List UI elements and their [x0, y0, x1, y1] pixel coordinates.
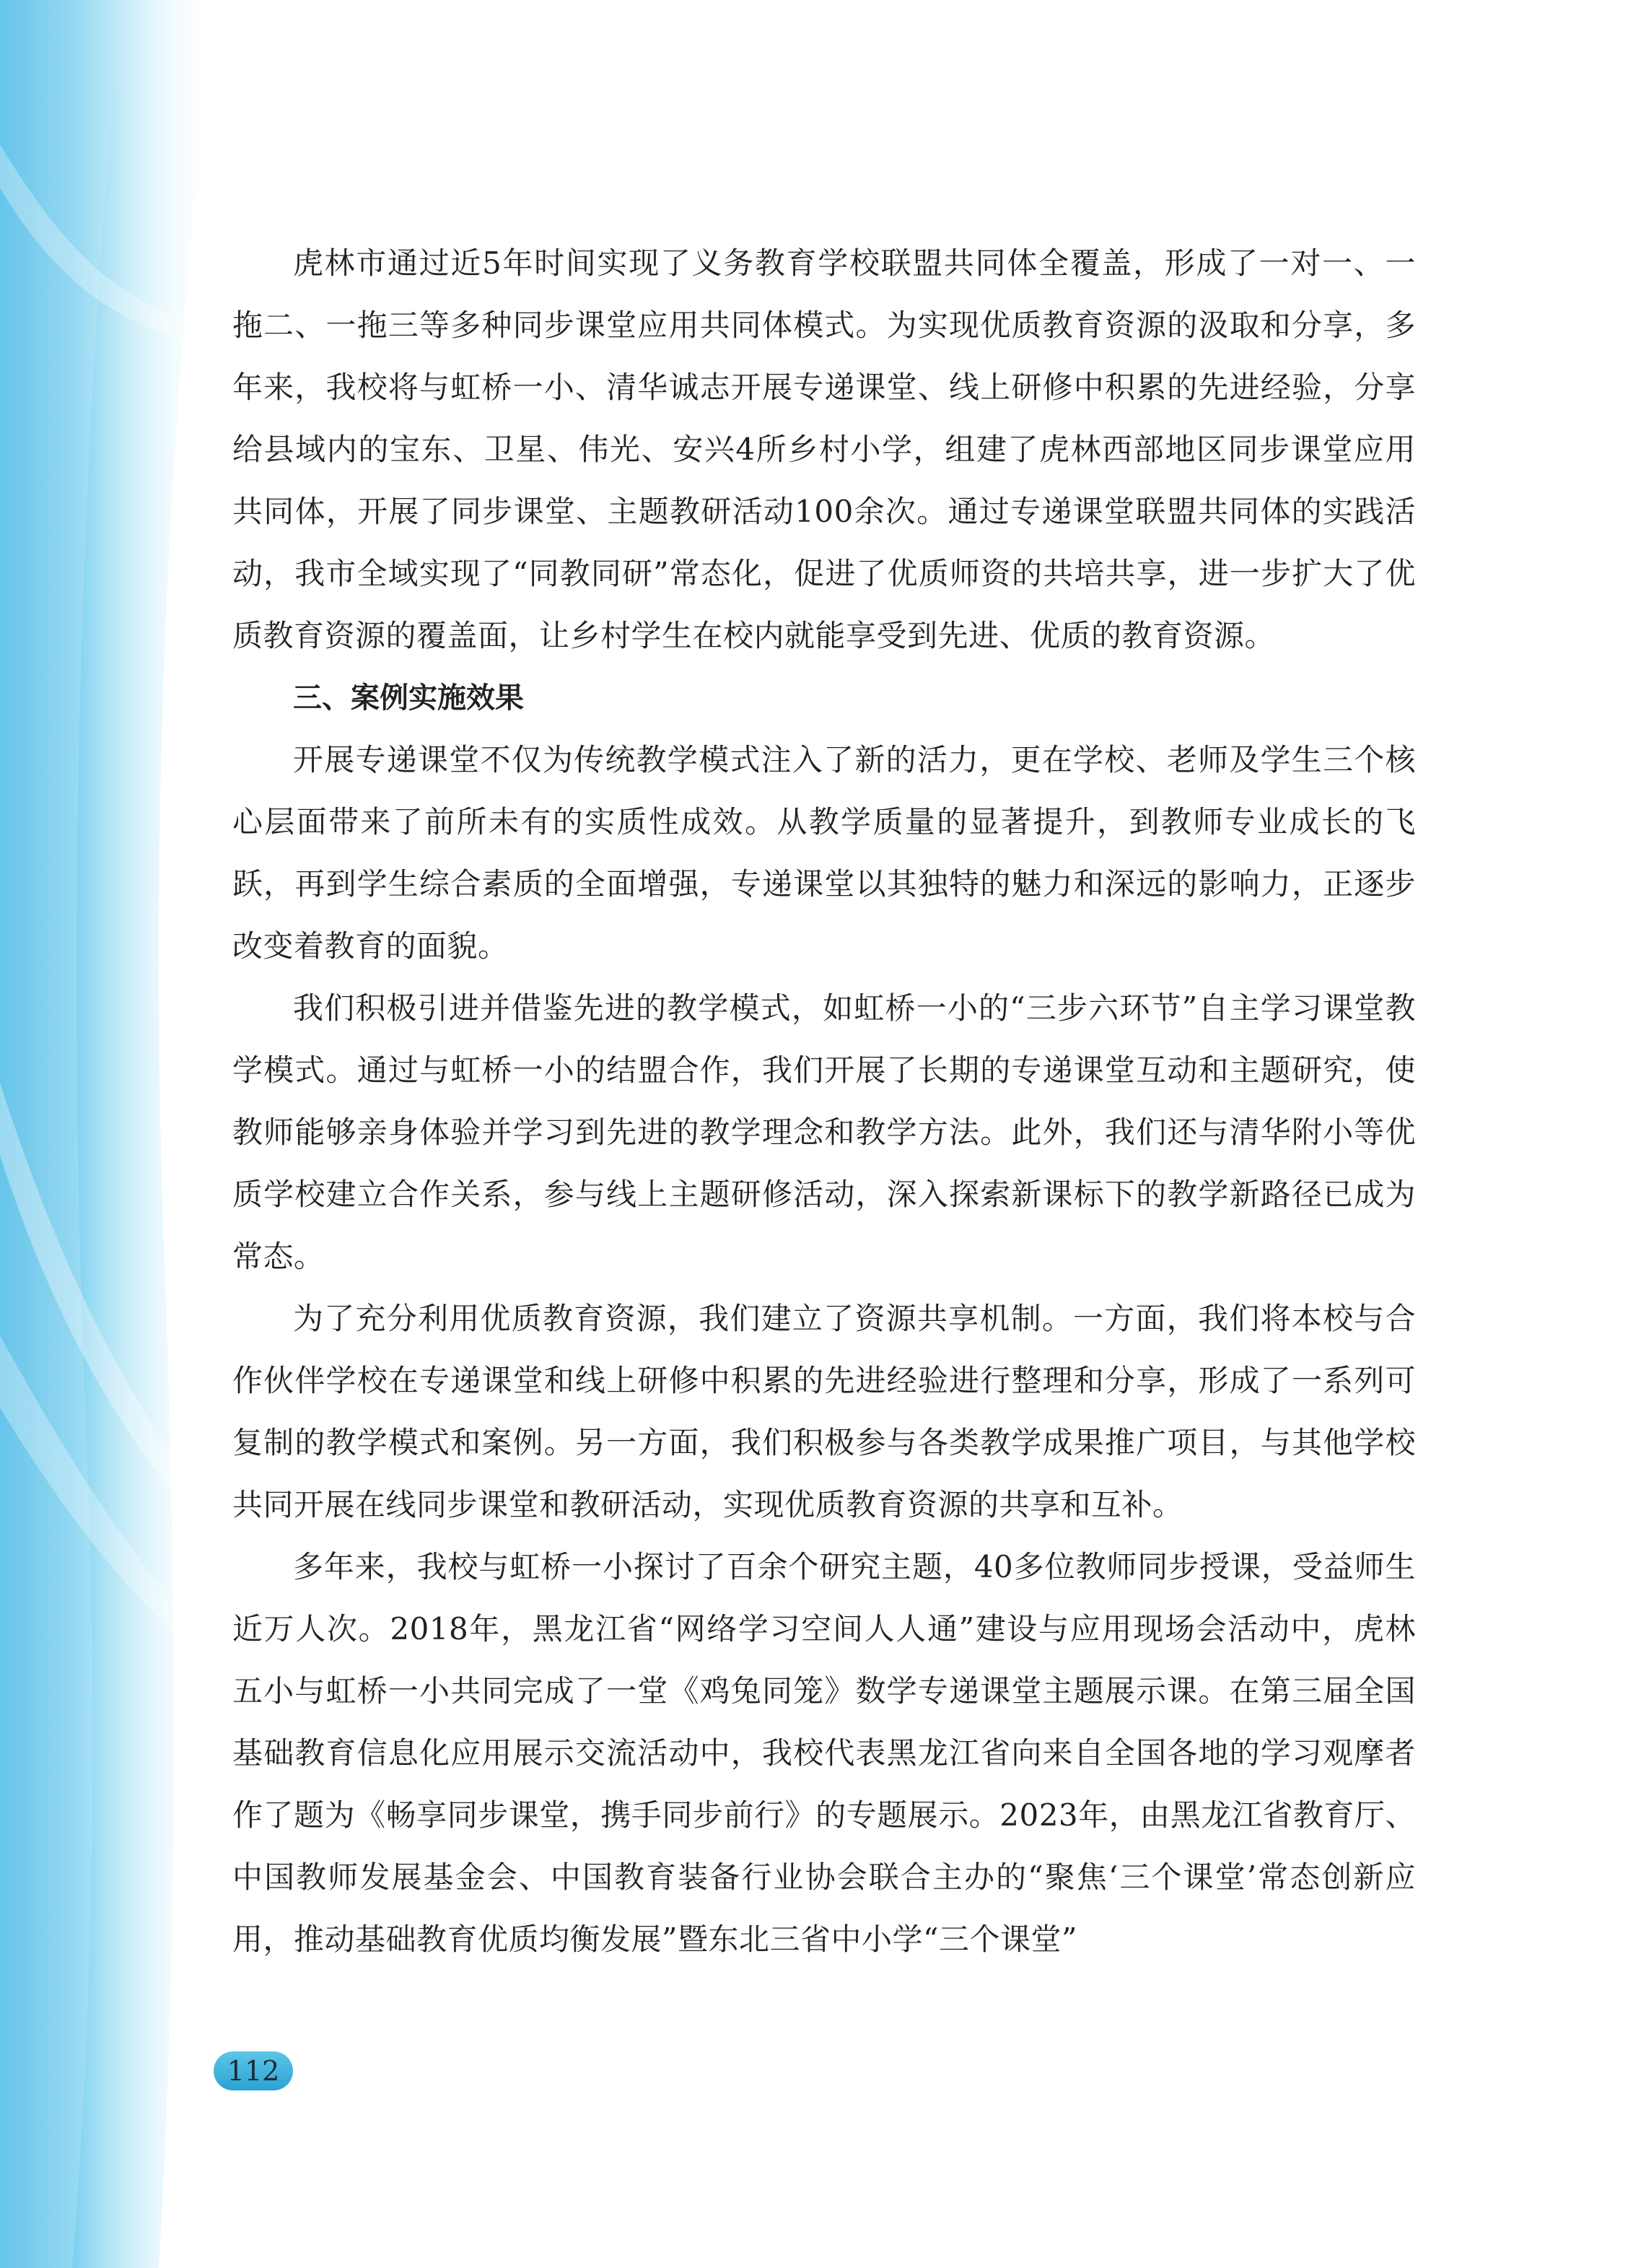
body-paragraph: 我们积极引进并借鉴先进的教学模式，如虹桥一小的“三步六环节”自主学习课堂教学模式。通过与虹桥一小的结盟合作，我们开展了长期的专递课堂互动和主题研究，使教师能够亲身体验并学习到先进的教学理念和教学方法。此外，我们还与清华附小等优质学校建立合作关系，参与线上主题研修活动，深入探索新课标下的教学新路径已成为常态。 [232, 990, 1416, 1274]
page-number: 112 [227, 2055, 280, 2087]
body-paragraph: 虎林市通过近5年时间实现了义务教育学校联盟共同体全覆盖，形成了一对一、一拖二、一拖三等多种同步课堂应用共同体模式。为实现优质教育资源的汲取和分享，多年来，我校将与虹桥一小、清华诚志开展专递课堂、线上研修中积累的先进经验，分享给县域内的宝东、卫星、伟光、安兴4所乡村小学，组建了虎林西部地区同步课堂应用共同体，开展了同步课堂、主题教研活动100余次。通过专递课堂联盟共同体的实践活动，我市全域实现了“同教同研”常态化，促进了优质师资的共培共享，进一步扩大了优质教育资源的覆盖面，让乡村学生在校内就能享受到先进、优质的教育资源。 [232, 245, 1416, 653]
body-paragraph: 多年来，我校与虹桥一小探讨了百余个研究主题，40多位教师同步授课，受益师生近万人次。2018年，黑龙江省“网络学习空间人人通”建设与应用现场会活动中，虎林五小与虹桥一小共同完成了一堂《鸡兔同笼》数学专递课堂主题展示课。在第三届全国基础教育信息化应用展示交流活动中，我校代表黑龙江省向来自全国各地的学习观摩者作了题为《畅享同步课堂，携手同步前行》的专题展示。2023年，由黑龙江省教育厅、中国教师发展基金会、中国教育装备行业协会联合主办的“聚焦‘三个课堂’常态创新应用，推动基础教育优质均衡发展”暨东北三省中小学“三个课堂” [232, 1549, 1416, 1957]
page-body [232, 232, 1416, 1971]
body-paragraph: 为了充分利用优质教育资源，我们建立了资源共享机制。一方面，我们将本校与合作伙伴学校在专递课堂和线上研修中积累的先进经验进行整理和分享，形成了一系列可复制的教学模式和案例。另一方面，我们积极参与各类教学成果推广项目，与其他学校共同开展在线同步课堂和教研活动，实现优质教育资源的共享和互补。 [232, 1301, 1416, 1522]
body-paragraph: 开展专递课堂不仅为传统教学模式注入了新的活力，更在学校、老师及学生三个核心层面带来了前所未有的实质性成效。从教学质量的显著提升，到教师专业成长的飞跃，再到学生综合素质的全面增强，专递课堂以其独特的魅力和深远的影响力，正逐步改变着教育的面貌。 [232, 742, 1416, 964]
section-heading: 三、案例实施效果 [293, 681, 524, 715]
page-number-badge [214, 2051, 293, 2090]
